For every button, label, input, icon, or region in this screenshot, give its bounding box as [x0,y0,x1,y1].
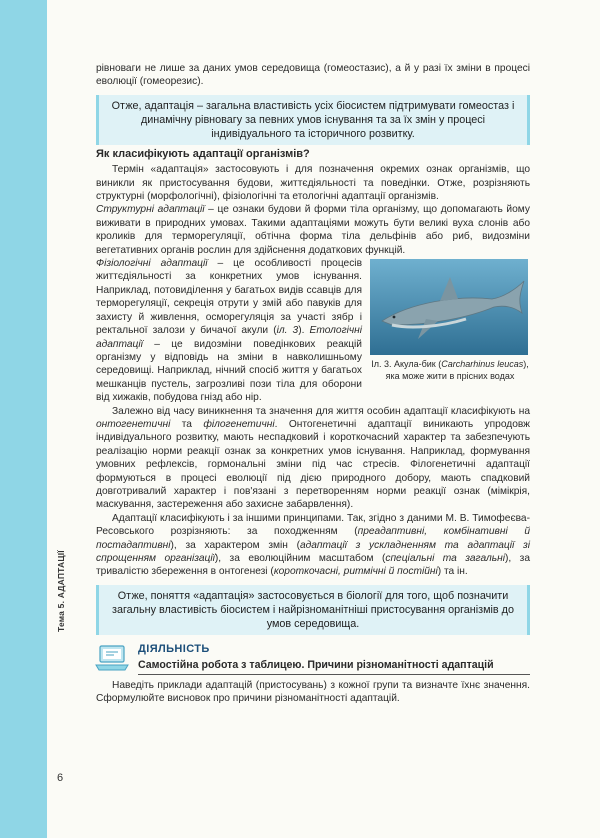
shark-figure [370,259,530,382]
activity-text: Наведіть приклади адаптацій (пристосувань) з кожної групи та визначте їхнє значення. Сформулюйте висновок про причини різноманітності адаптацій. [96,679,530,705]
activity-task-title: Самостійна робота з таблицею. Причини різноманітності адаптацій [138,659,530,674]
paragraph-structural [96,203,530,257]
principles-text-c: ), за еволюційним масштабом ( [214,553,386,564]
paragraph-onto-phylo [96,405,530,512]
figure-reference: іл. 3 [276,325,299,337]
activity-section [96,643,530,706]
principles-term-change: адаптації з ускладненням та адаптації зі спрощенням організації [96,539,530,564]
principles-text-b: ), за характером змін ( [170,539,301,551]
principles-term-origin: преадаптивні, комбінативні й постадаптивні [96,526,530,551]
onto-phylo-text-c: . Онтогенетичні адаптації виникають упродовж індивідуального розвитку, мають неспадковий і короткочасний характер та забезпечують реалізацію норми реакції ознак за конкретних умов існування. Наприклад, формування умовних рефлексів, гормональні зміни під час стресів. Філогенетичні адаптації формуються в процесі еволюції під дією природного добору, мають спадковий довготривалий характер і пов'язані з перетворенням норми реакції ознак (мімікрія, маскування, застереження або захисне забарвлення). [96,418,530,511]
caption-species: Carcharhinus leucas [441,359,524,370]
cyan-side-stripe [0,0,47,838]
term-ethological: Етологічні адаптації [96,325,362,350]
term-phylogenetic: філогенетичні [203,418,275,430]
principles-text-a: Адаптації класифікують і за іншими принципами. Так, згідно з даними М. В. Тимофеєва-Ресовського розрізняють: за походженням ( [96,512,530,538]
paragraph-term-adaptation: Термін «адаптація» застосовують і для позначення окремих ознак організмів, що виникли як пристосування будови, життєдіяльності та поведінки. Отже, розрізняють структурні (морфологічні), фізіологічні та етологічні адаптації організмів. [96,164,530,203]
figure-ref-close: ). [298,325,310,337]
onto-phylo-text-b: та [170,418,204,430]
principles-text-d: ), за тривалістю збереження в онтогенезі ( [96,553,530,578]
paragraph-other-principles [96,512,530,579]
shark-photo [370,259,528,355]
conclusion-box-adaptation: Отже, адаптація – загальна властивість усіх біосистем підтримувати гомеостаз і динамічну рівновагу за певних умов існування та за їх змін у процесі індивідуального та історичного розвитку. [96,95,530,145]
caption-suffix: ), яка може жити в прісних водах [385,359,529,381]
page-content [96,62,530,705]
term-physiological: Фізіологічні адаптації [96,258,208,270]
laptop-book-icon [94,643,130,673]
topic-side-label: Тема 5. АДАПТАЦІЇ [56,550,66,632]
principles-text-e: ) та ін. [437,566,468,578]
ethological-text: – це видозміни поведінкових реакцій організму у відповідь на зміни в навколишньому середовищі. Наприклад, нічний спосіб життя у багатьох мешканців пустель, загрозливі пози тіла для оборони від хижаків, побудова гнізд або нір. [96,338,362,404]
structural-text: – це ознаки будови й форми тіла організму, що допомагають йому виживати в природних умовах. Такими адаптаціями можуть бути великі вуха слонів або кроликів для терморегуляції, обтічна форма тіла дельфінів або риб, видозміни вегетативних органів рослин для здійснення додаткових функцій. [96,204,531,256]
conclusion-box-concept: Отже, поняття «адаптація» застосовується в біології для того, щоб позначити загальну властивість біосистем і найрізноманітніші пристосування організмів до умов середовища. [96,585,530,635]
physiological-text: – це особливості процесів життєдіяльності за конкретних умов існування. Наприклад, потовиділення у багатьох видів ссавців для терморегуляції, секреція отрути у змій або павуків для захисту й живлення, осморегуляція за участі зябр і ректальної залози у бичачої акули ( [96,258,362,337]
term-structural: Структурні адаптації [96,204,205,216]
caption-prefix: Іл. 3. Акула-бик ( [371,359,442,370]
principles-term-duration: короткочасні, ритмічні й постійні [273,566,438,578]
term-ontogenetic: онтогенетичні [96,418,171,430]
principles-term-scale: спеціальні та загальні [385,553,505,564]
activity-title: ДІЯЛЬНІСТЬ [138,642,210,655]
onto-phylo-text-a: Залежно від часу виникнення та значення для життя особин адаптації класифікують на [112,405,530,417]
shark-caption [370,359,530,382]
section-heading: Як класифікують адаптації організмів? [96,147,310,160]
page-number: 6 [57,772,64,784]
left-margin-band [0,0,47,838]
intro-paragraph: рівноваги не лише за даних умов середовища (гомеостазис), а й у разі їх зміни в процесі еволюції (гомеорезис). [96,63,530,88]
